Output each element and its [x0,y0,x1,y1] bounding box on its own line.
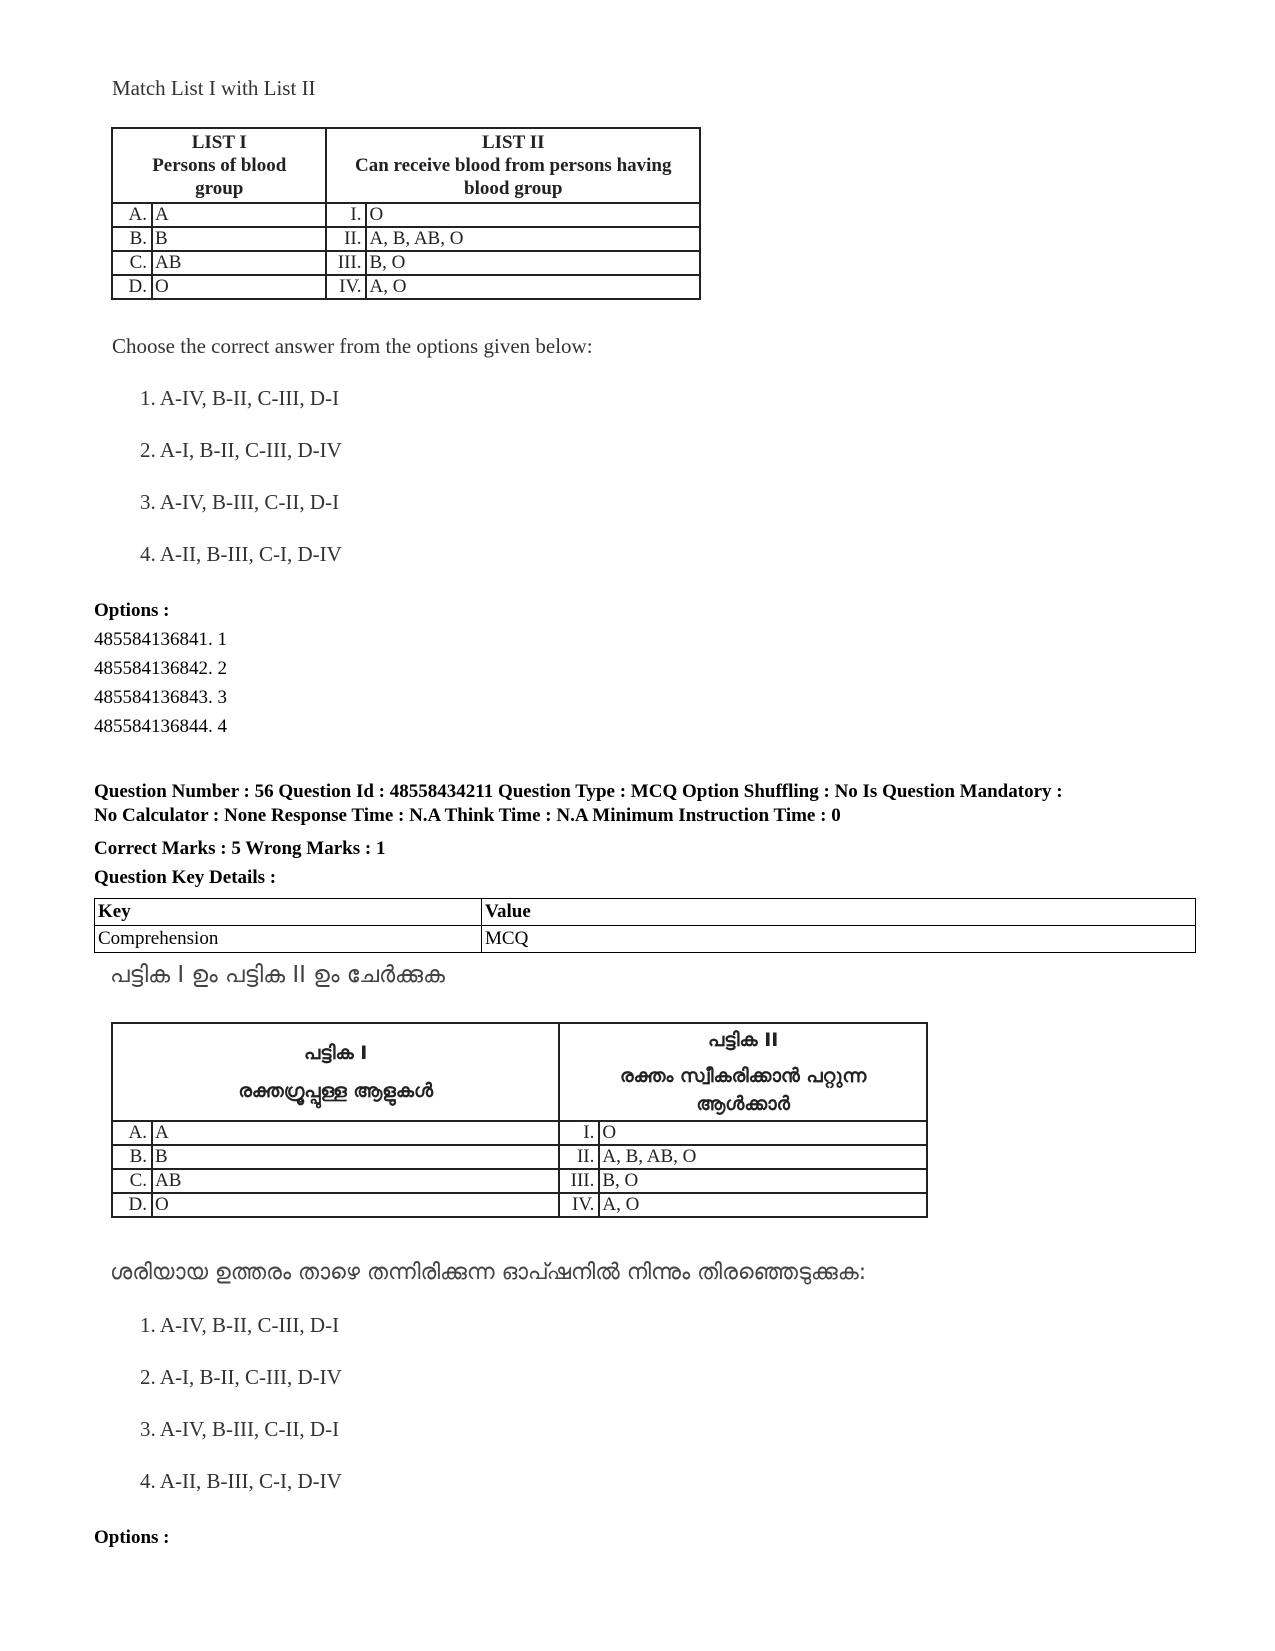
table-header-row: Key Value [95,899,1196,926]
q1-options [94,596,227,741]
list2-header: LIST II Can receive blood from persons having blood group [326,128,700,203]
question-key-table [94,898,1196,953]
table-row: A. A I. O [112,1121,927,1145]
choice-item: 1. A-IV, B-II, C-III, D-I [140,386,340,410]
table-row: A. A I. O [112,203,700,227]
list2-header: പട്ടിക II രക്തം സ്വീകരിക്കാൻ പറ്റുന്ന ആൾക്കാർ [559,1023,927,1121]
choice-item: 4. A-II, B-III, C-I, D-IV [140,542,342,566]
choice-item: 1. A-IV, B-II, C-III, D-I [140,1313,340,1337]
q1-match-table [111,127,701,300]
list1-header: LIST I Persons of blood group [112,128,326,203]
table-row: C. AB III. B, O [112,1169,927,1193]
option-item: 485584136842. 2 [94,658,227,679]
choice-item: 2. A-I, B-II, C-III, D-IV [140,1365,342,1389]
q2-instruction-ml: പട്ടിക I ഉം പട്ടിക II ഉം ചേർക്കുക [110,962,445,988]
table-row: Comprehension MCQ [95,926,1196,953]
table-header-row [112,1023,927,1121]
table-row: C. AB III. B, O [112,251,700,275]
choice-item: 2. A-I, B-II, C-III, D-IV [140,438,342,462]
option-item: 485584136844. 4 [94,716,227,737]
q2-options-label: Options : [94,1527,170,1548]
table-row: D. O IV. A, O [112,275,700,299]
q1-choose-text: Choose the correct answer from the options given below: [112,334,593,358]
q2-choice-list [140,1313,342,1521]
q1-choice-list [140,386,342,594]
option-item: 485584136841. 1 [94,629,227,650]
choice-item: 3. A-IV, B-III, C-II, D-I [140,490,340,514]
choice-item: 4. A-II, B-III, C-I, D-IV [140,1469,342,1493]
q2-marks: Correct Marks : 5 Wrong Marks : 1 [94,838,386,859]
q2-meta: Question Number : 56 Question Id : 48558434211 Question Type : MCQ Option Shuffling : No Is Question Mandatory : No Calculator : None Response Time : N.A Think Time : N.A Minimum Instruction Time : 0 [94,781,1063,826]
options-label: Options : [94,600,170,621]
choice-item: 3. A-IV, B-III, C-II, D-I [140,1417,340,1441]
table-row: B. B II. A, B, AB, O [112,227,700,251]
option-item: 485584136843. 3 [94,687,227,708]
q2-choose-text-ml: ശരിയായ ഉത്തരം താഴെ തന്നിരിക്കുന്ന ഓപ്ഷനിൽ നിന്നും തിരഞ്ഞെടുക്കുക: [110,1260,867,1285]
list1-header: പട്ടിക I രക്തഗ്രൂപ്പുള്ള ആളുകൾ [112,1023,559,1121]
table-row: D. O IV. A, O [112,1193,927,1217]
table-header-row [112,128,700,203]
q2-match-table [111,1022,928,1218]
table-row: B. B II. A, B, AB, O [112,1145,927,1169]
q1-instruction: Match List I with List II [112,76,316,100]
q2-key-details-label: Question Key Details : [94,867,277,888]
